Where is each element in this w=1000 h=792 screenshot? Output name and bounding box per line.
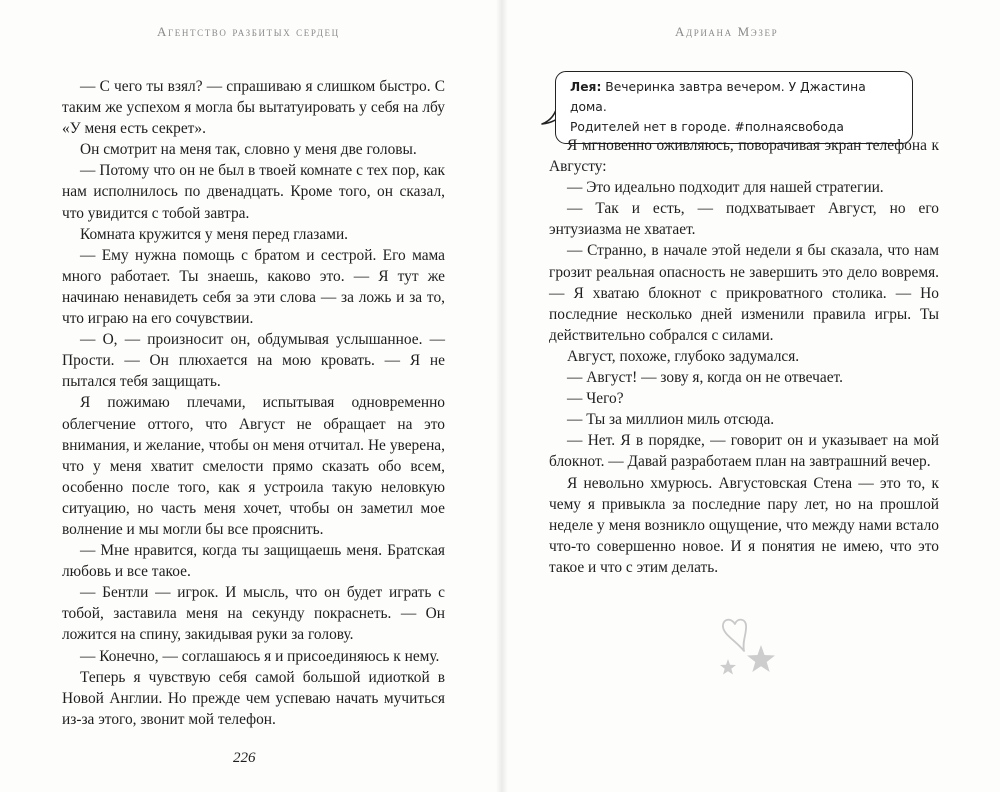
paragraph: Теперь я чувствую себя самой большой идиоткой в Новой Англии. Но прежде чем успеваю начать мучиться из-за этого, звонит мой телефон. — [62, 668, 445, 728]
paragraph: — Это идеально подходит для нашей стратегии. — [567, 179, 884, 197]
message-sender: Лея: — [570, 80, 602, 94]
left-running-head: Агентство разбитых сердец — [157, 24, 340, 39]
message-text-1: Вечеринка завтра вечером. У Джастина дома. — [570, 80, 866, 114]
message-line-1 — [570, 77, 902, 117]
paragraph: — Так и есть, — подхватывает Август, но его энтузиазма не хватает. — [549, 200, 939, 239]
heart-stars-icon — [714, 615, 780, 691]
paragraph: — Ты за миллион миль отсюда. — [567, 411, 775, 429]
paragraph: — Чего? — [567, 390, 624, 408]
paragraph: — Ему нужна помощь с братом и сестрой. Его мама много работает. Ты знаешь, каково это. — Я тут же начинаю ненавидеть себя за эти слова — за ложь и за то, что играю на его сочувствии. — [62, 246, 445, 328]
paragraph: — О, — произносит он, обдумывая услышанное. — Прости. — Он плюхается на мою кровать. — Я не пытался тебя защищать. — [62, 331, 445, 391]
page-number: 226 — [233, 750, 256, 766]
paragraph: — С чего ты взял? — спрашиваю я слишком быстро. С таким же успехом я могла бы вытатуировать у себя на лбу «У меня есть секрет». — [62, 78, 445, 138]
paragraph: — Август! — зову я, когда он не отвечает. — [567, 369, 843, 387]
message-line-2: Родителей нет в городе. #полнаясвобода — [570, 120, 844, 134]
paragraph: Комната кружится у меня перед глазами. — [80, 225, 349, 243]
paragraph: — Конечно, — соглашаюсь я и присоединяюсь к нему. — [80, 647, 440, 665]
paragraph: Август, похоже, глубоко задумался. — [567, 347, 800, 365]
paragraph: — Бентли — игрок. И мысль, что он будет играть с тобой, заставила меня на секунду покраснеть. — Он ложится на спину, закидывая руки за голову. — [62, 584, 445, 644]
paragraph: Я невольно хмурюсь. Августовская Стена — это то, к чему я привыкла за последние пару лет, но на прошлой неделе у меня возникло ощущение, что между нами встало что-то совершенно новое. И я понятия не имею, что это такое и что с этим делать. — [549, 474, 939, 576]
paragraph: — Странно, в начале этой недели я бы сказала, что нам грозит реальная опасность не завершить это дело вовремя. — Я хватаю блокнот с прикроватного столика. — Но последние несколько дней изменили правила игры. Ты действительно собрался с силами. — [549, 242, 939, 344]
paragraph: Я пожимаю плечами, испытывая одновременно облегчение оттого, что Август не обращает на это внимания, и желание, чтобы он меня отчитал. Не уверена, что у меня хватит смелости прямо сказать обо всем, особенно после того, как я устроила такую неловкую ситуацию, но часть меня хочет, чтобы он заметил мое волнение и мы могли бы все прояснить. — [62, 394, 445, 538]
paragraph: — Мне нравится, когда ты защищаешь меня. Братская любовь и все такое. — [62, 542, 445, 581]
text-message-bubble — [555, 71, 913, 144]
right-page — [500, 0, 1000, 792]
right-body-text — [549, 135, 939, 578]
paragraph: — Нет. Я в порядке, — говорит он и указывает на мой блокнот. — Давай разработаем план на завтрашний вечер. — [549, 432, 939, 471]
paragraph: — Потому что он не был в твоей комнате с тех пор, как нам исполнилось по двенадцать. Кроме того, он сказал, что увидится с тобой завтра. — [62, 162, 445, 222]
right-running-head: Адриана Мэзер — [675, 24, 779, 39]
left-body-text — [62, 76, 445, 730]
paragraph: Он смотрит на меня так, словно у меня две головы. — [80, 141, 417, 159]
paragraph: Я мгновенно оживляюсь, поворачивая экран телефона к Августу: — [549, 137, 939, 176]
